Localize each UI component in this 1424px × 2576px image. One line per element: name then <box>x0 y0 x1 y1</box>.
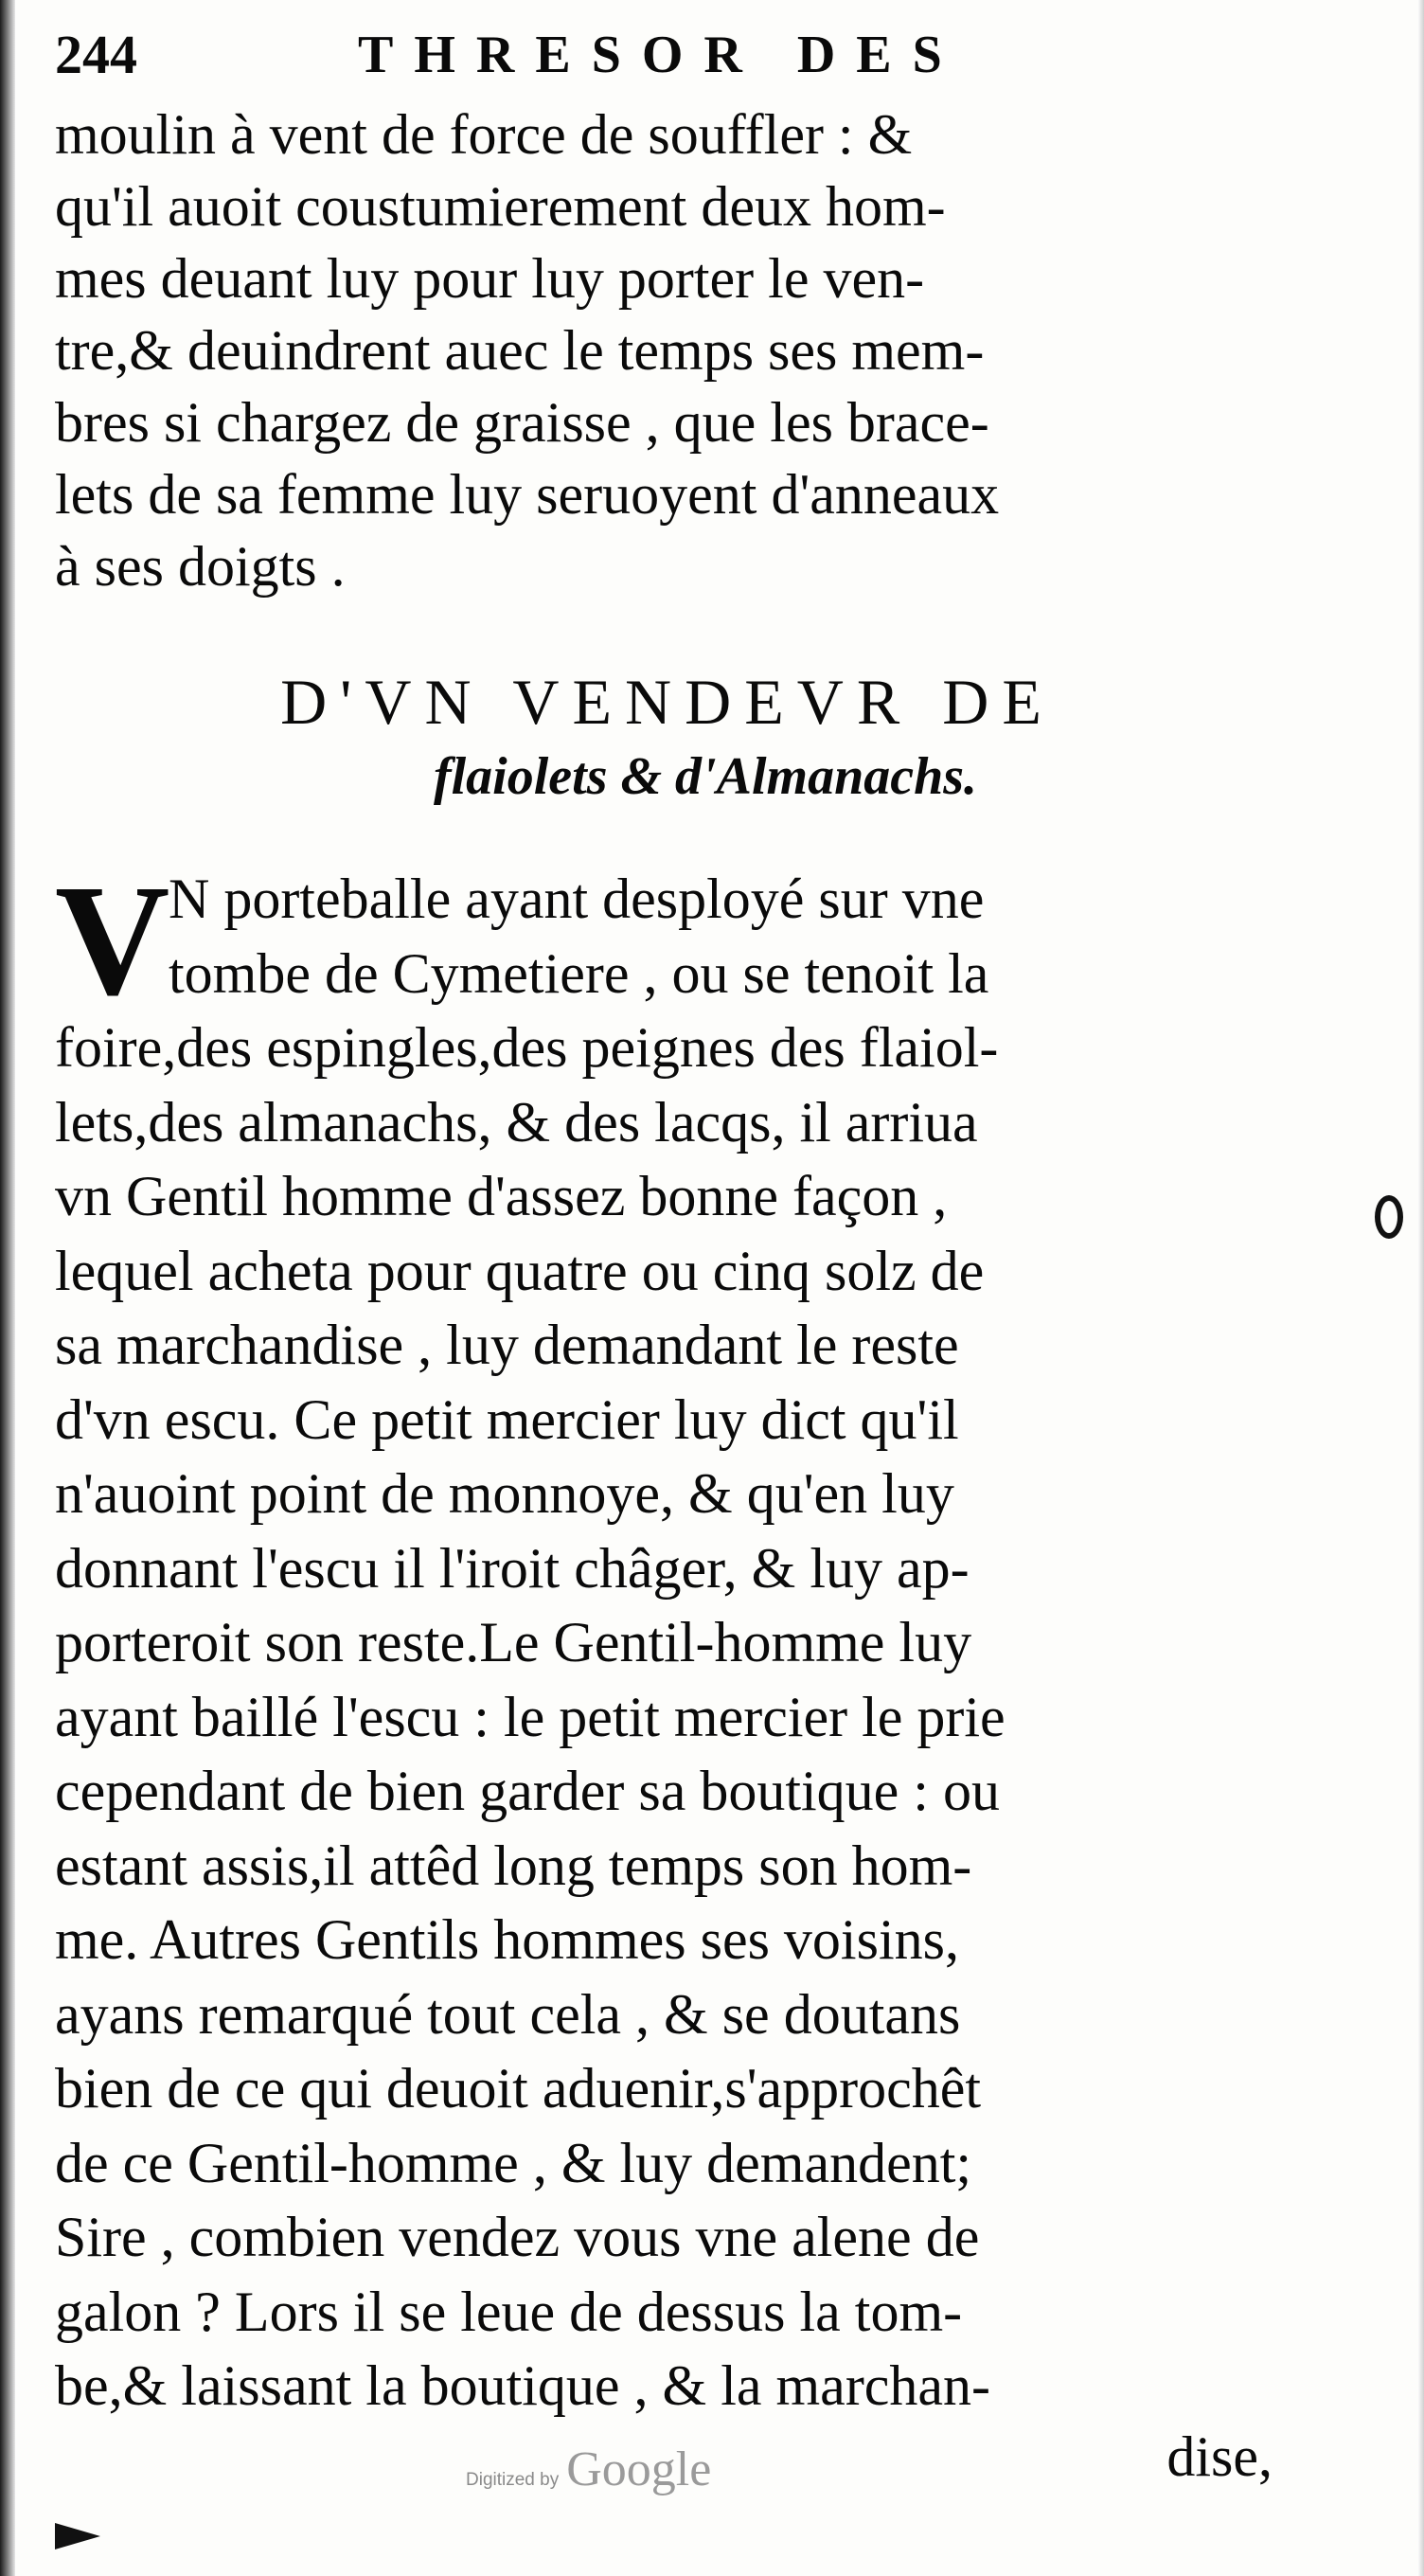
text-line: sa marchandise , luy demandant le reste <box>55 1314 959 1376</box>
text-line: porteroit son reste.Le Gentil-homme luy <box>55 1611 972 1673</box>
section-title: D'VN VENDEVR DE <box>280 666 1055 738</box>
text-line: tombe de Cymetiere , ou se tenoit la <box>169 941 989 1005</box>
text-line: bien de ce qui deuoit aduenir,s'approchêt <box>55 2057 982 2120</box>
text-line: ayans remarqué tout cela , & se doutans <box>55 1982 961 2046</box>
story-text <box>55 852 1276 2424</box>
text-line: foire,des espingles,des peignes des flaiol- <box>55 1016 999 1079</box>
text-line: à ses doigts . <box>55 535 346 598</box>
margin-ink-mark <box>1375 1195 1403 1239</box>
arrow-ink-mark <box>55 2523 100 2549</box>
text-line: lets,des almanachs, & des lacqs, il arriua <box>55 1090 978 1154</box>
page-gutter-shadow <box>0 0 15 2576</box>
text-line: bres si chargez de graisse , que les brace- <box>55 391 989 454</box>
text-line: de ce Gentil-homme , & luy demandent; <box>55 2131 972 2194</box>
text-line: n'auoint point de monnoye, & qu'en luy <box>55 1462 954 1525</box>
text-line: galon ? Lors il se leue de dessus la tom- <box>55 2280 963 2343</box>
text-line: vn Gentil homme d'assez bonne façon , <box>55 1165 948 1227</box>
text-line: estant assis,il attêd long temps son hom- <box>55 1834 972 1897</box>
digitized-label: Digitized by <box>466 2470 560 2490</box>
running-title: THRESOR DES <box>358 26 963 84</box>
text-line: me. Autres Gentils hommes ses voisins, <box>55 1908 959 1971</box>
section-heading <box>123 663 1212 813</box>
page-edge-shadow <box>1418 0 1424 2576</box>
section-subtitle: flaiolets & d'Almanachs. <box>433 747 978 806</box>
catchword: dise, <box>1166 2425 1273 2488</box>
text-line: N porteballe ayant desployé sur vne <box>169 868 985 930</box>
text-line: lequel acheta pour quatre ou cinq solz de <box>55 1239 985 1302</box>
continued-text <box>55 98 1276 602</box>
text-line: donnant l'escu il l'iroit châger, & luy ap- <box>55 1536 970 1600</box>
text-line: d'vn escu. Ce petit mercier luy dict qu'il <box>55 1387 959 1451</box>
text-line: be,& laissant la boutique , & la marchan- <box>55 2354 991 2417</box>
text-line: moulin à vent de force de souffler : & <box>55 103 913 166</box>
drop-cap: V <box>55 852 170 1029</box>
page-number: 244 <box>55 24 137 85</box>
text-line: lets de sa femme luy seruoyent d'anneaux <box>55 463 1000 526</box>
text-line: qu'il auoit coustumierement deux hom- <box>55 175 946 238</box>
text-line: Sire , combien vendez vous vne alene de <box>55 2206 980 2268</box>
google-logo: Google <box>566 2442 712 2496</box>
text-line: tre,& deuindrent auec le temps ses mem- <box>55 319 985 382</box>
text-line: cependant de bien garder sa boutique : ou <box>55 1760 1000 1822</box>
digitized-by-watermark <box>466 2442 711 2498</box>
text-line: ayant baillé l'escu : le petit mercier le prie <box>55 1685 1006 1748</box>
text-line: mes deuant luy pour luy porter le ven- <box>55 247 925 310</box>
page-header <box>55 21 1077 89</box>
